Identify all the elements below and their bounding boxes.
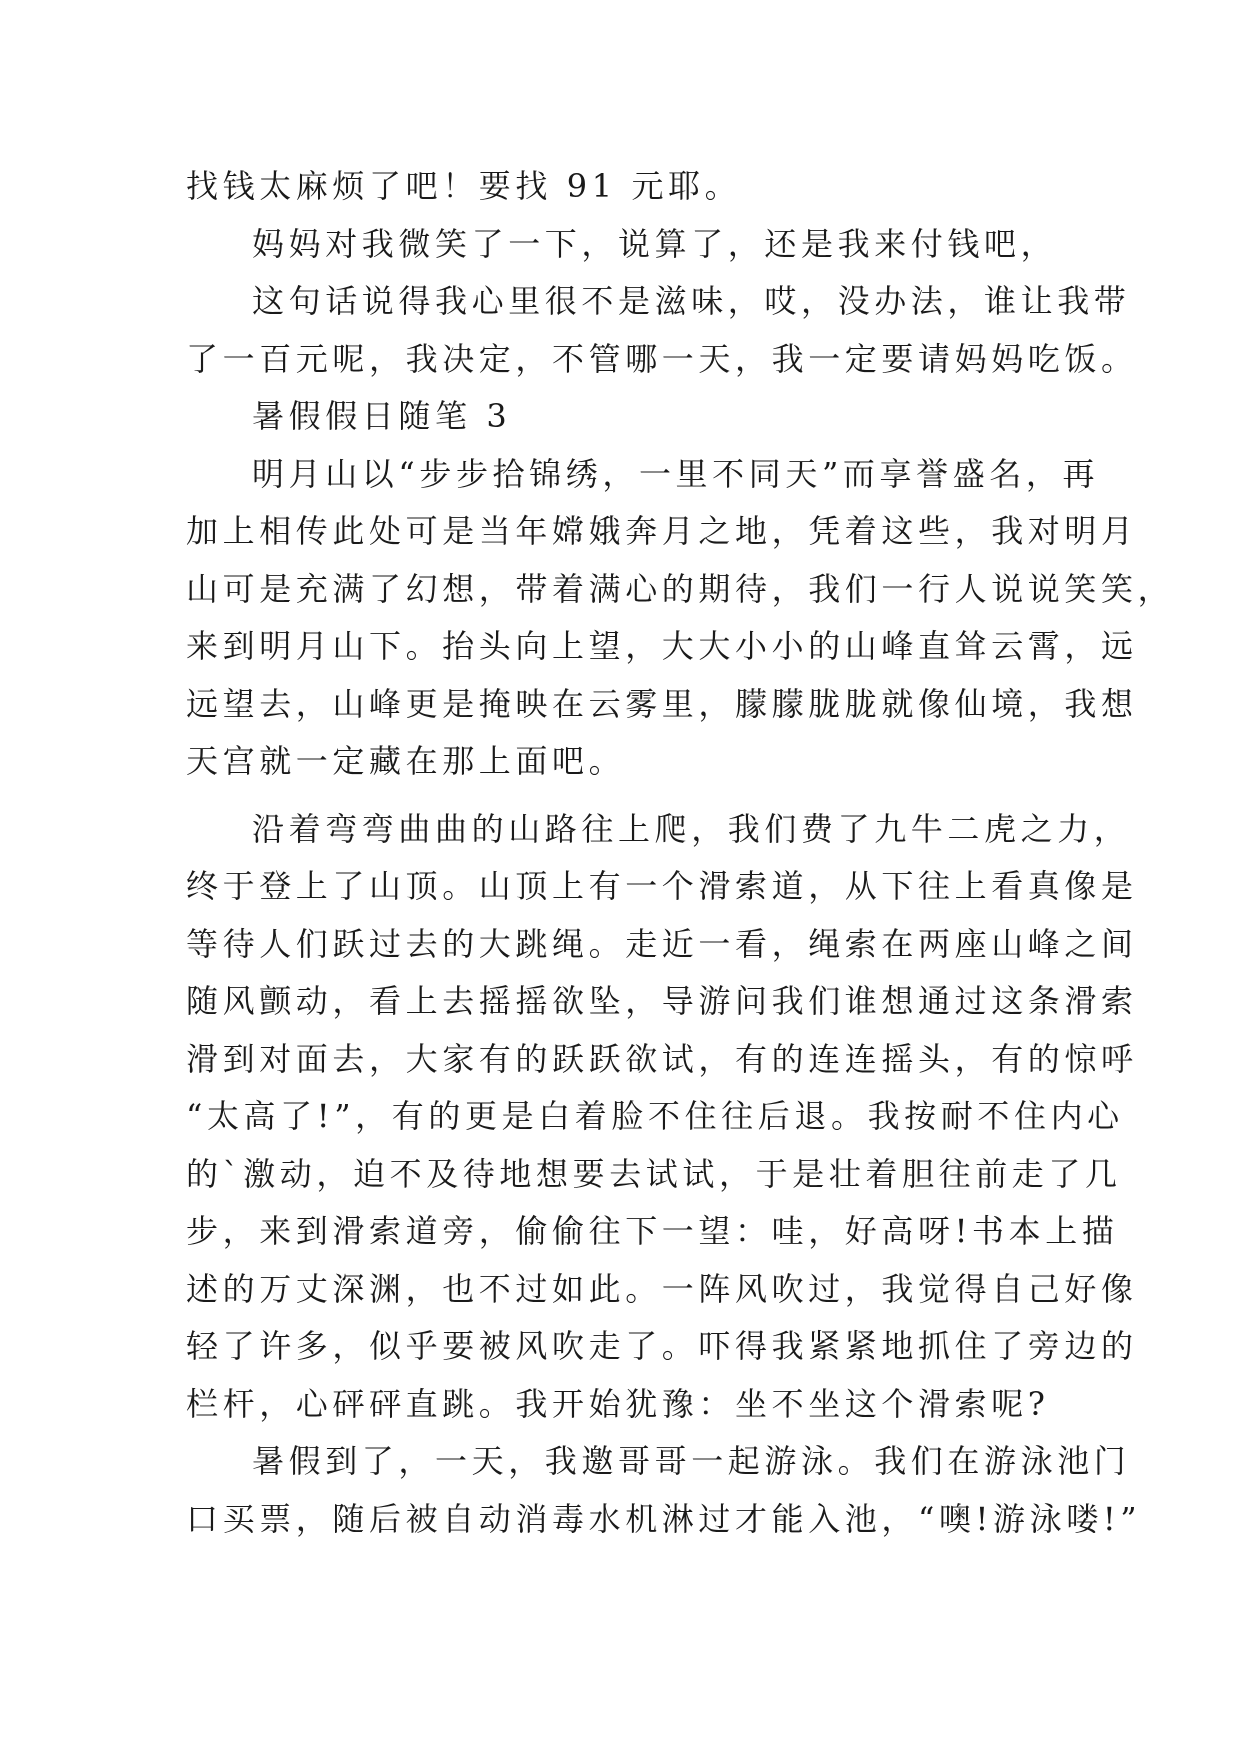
text-line: 暑假到了，一天，我邀哥哥一起游泳。我们在游泳池门 [252,1442,1131,1480]
text-line: 找钱太麻烦了吧！要找 91 元耶。 [186,167,742,205]
text-line: “太高了!”，有的更是白着脸不住往后退。我按耐不住内心 [186,1097,1124,1135]
text-line: 的`激动，迫不及待地想要去试试，于是壮着胆往前走了几 [186,1154,1122,1193]
text-line: 步，来到滑索道旁，偷偷往下一望：哇，好高呀!书本上描 [186,1212,1119,1250]
document-body [186,158,1175,1548]
text-line: 山可是充满了幻想，带着满心的期待，我们一行人说说笑笑， [186,569,1175,608]
text-line: 随风颤动，看上去摇摇欲坠，导游问我们谁想通过这条滑索 [186,982,1138,1020]
text-line: 口买票，随后被自动消毒水机淋过才能入池，“噢!游泳喽!” [186,1499,1142,1538]
text-line: 栏杆，心砰砰直跳。我开始犹豫：坐不坐这个滑索呢? [186,1384,1050,1423]
text-line: 明月山以“步步拾锦绣，一里不同天”而享誉盛名，再 [252,454,1100,493]
text-line: 这句话说得我心里很不是滋味，哎，没办法，谁让我带 [252,282,1131,320]
text-line: 远望去，山峰更是掩映在云雾里，朦朦胧胧就像仙境，我想 [186,684,1138,723]
text-line: 终于登上了山顶。山顶上有一个滑索道，从下往上看真像是 [186,867,1138,905]
text-line: 来到明月山下。抬头向上望，大大小小的山峰直耸云霄，远 [186,627,1138,665]
text-line: 加上相传此处可是当年嫦娥奔月之地，凭着这些，我对明月 [186,512,1138,550]
text-line: 天宫就一定藏在那上面吧。 [186,742,626,780]
text-line: 等待人们跃过去的大跳绳。走近一看，绳索在两座山峰之间 [186,924,1138,963]
text-line: 滑到对面去，大家有的跃跃欲试，有的连连摇头，有的惊呼 [186,1039,1138,1078]
text-line: 轻了许多，似乎要被风吹走了。吓得我紧紧地抓住了旁边的 [186,1327,1138,1365]
text-line: 了一百元呢，我决定，不管哪一天，我一定要请妈妈吃饭。 [186,339,1138,378]
section-heading: 暑假假日随笔 3 [252,397,512,435]
paragraph-gap [186,791,1066,801]
text-line: 妈妈对我微笑了一下，说算了，还是我来付钱吧， [252,224,1058,263]
text-line: 沿着弯弯曲曲的山路往上爬，我们费了九牛二虎之力， [252,809,1131,848]
text-line: 述的万丈深渊，也不过如此。一阵风吹过，我觉得自己好像 [186,1269,1138,1308]
